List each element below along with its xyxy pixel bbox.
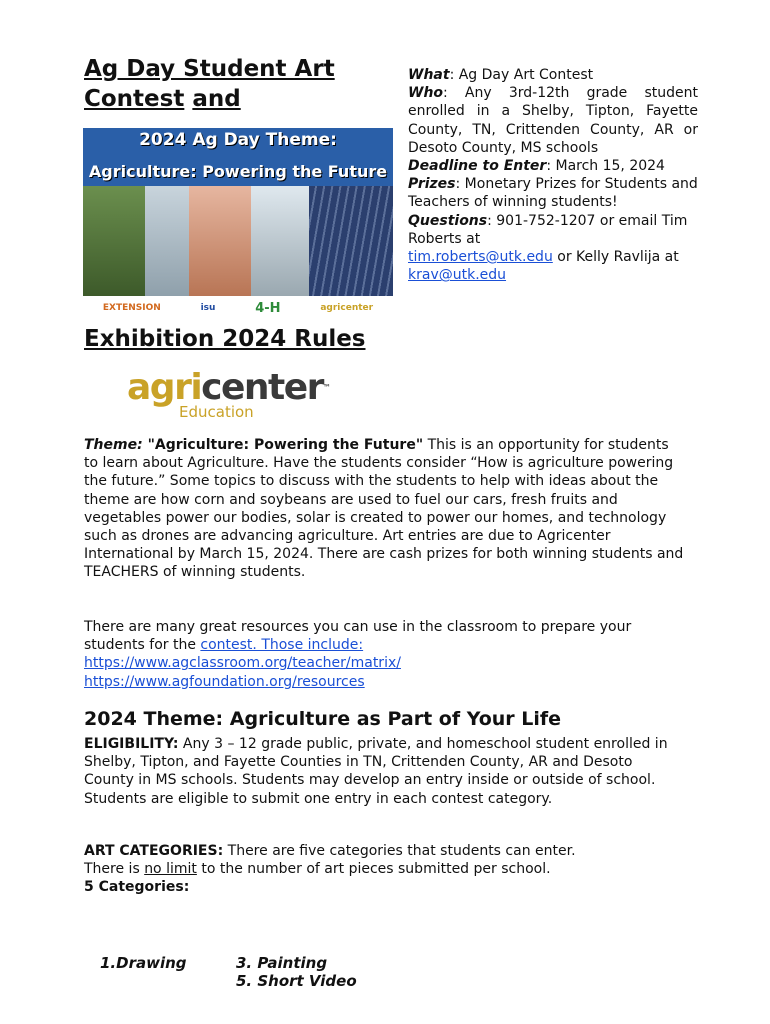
title-line2a: Contest [84,86,185,112]
categories-count: 5 Categories: [84,879,190,896]
theme-label: Theme: [84,437,143,453]
who-label: Who [408,85,444,102]
contest-link[interactable]: contest. Those include: [200,637,364,654]
limit-pre: There is [84,861,145,878]
agclassroom-link[interactable]: https://www.agclassroom.org/teacher/matrix/ [84,655,401,672]
extension-logo: EXTENSION [102,303,161,313]
limit-underlined: no limit [144,861,197,878]
eligibility-text: Any 3 – 12 grade public, private, and homeschool student enrolled in Shelby, Tipton, and Fayette Counties in TN, Crittenden County, AR and Desoto County in MS schools. Students may develop an entry inside or outside of school. Students are eligible to submit one entry in each contest category. [84,736,668,807]
category-painting: 3. Painting [236,954,328,972]
theme-quote: "Agriculture: Powering the Future" [142,437,424,453]
photo-student [145,186,189,296]
logo-education: Education [179,403,254,421]
what-line [408,66,698,84]
eligibility-paragraph [84,735,684,808]
prizes-line [408,175,698,211]
agricenter-education-logo [127,367,337,426]
prizes-label: Prizes [408,176,456,193]
banner-line2: Agriculture: Powering the Future [88,162,388,181]
theme-paragraph [84,436,684,582]
page-subtitle: Exhibition 2024 Rules [84,326,366,352]
deadline-line [408,157,698,175]
questions-line [408,212,698,285]
questions-value: : 901-752-1207 or email Tim Roberts at [408,212,688,247]
limit-post: to the number of art pieces submitted per school. [196,861,551,878]
resources-paragraph [84,618,684,691]
photo-field [83,186,145,296]
photo-girl-apple [189,186,251,296]
or-kelly-text: or Kelly Ravlija at [552,249,679,266]
deadline-value: : March 15, 2024 [546,158,665,175]
logo-agri: agri [127,367,202,408]
theme-banner-image [83,128,393,320]
email-tim-link[interactable]: tim.roberts@utk.edu [408,249,553,266]
eligibility-label: ELIGIBILITY: [84,736,179,752]
prizes-value: : Monetary Prizes for Students and Teachers of winning students! [408,176,698,211]
resources-text: There are many great resources you can use in the classroom to prepare your students for the [84,619,632,654]
theme-text: This is an opportunity for students to learn about Agriculture. Have the students consider “How is agriculture powering the future.” Some topics to discuss with the students to help with ideas about the theme are how corn and soybeans are used to fuel our cars, fresh fruits and vegetables power our bodies, solar is created to power our homes, and technology such as drones are advancing agriculture. Art entries are due to Agricenter International by March 15, 2024. There are cash prizes for both winning students and TEACHERS of winning students. [84,437,684,581]
agfoundation-link[interactable]: https://www.agfoundation.org/resources [84,673,365,690]
categories-text: There are five categories that students can enter. [223,843,576,859]
category-drawing: 1.Drawing [100,954,187,972]
photo-drone-pilot [251,186,309,296]
who-value: : Any 3rd-12th grade student enrolled in a Shelby, Tipton, Fayette County, TN, Crittenden County, AR or Desoto County, MS schools [408,85,698,156]
section-heading: 2024 Theme: Agriculture as Part of Your Life [84,708,562,730]
logo-center: center [201,367,323,408]
category-short-video: 5. Short Video [236,972,357,990]
categories-paragraph [84,842,684,897]
questions-label: Questions [408,212,488,229]
who-line [408,84,698,157]
banner-line1: 2024 Ag Day Theme: [139,130,337,150]
deadline-label: Deadline to Enter [408,158,547,175]
four-h-logo: 4-H [255,300,281,316]
category-list-right [236,954,357,990]
contest-info-box [408,66,698,284]
sponsor-logo-strip [83,296,393,320]
what-label: What [408,67,450,83]
page-title [84,54,384,114]
what-value: : Ag Day Art Contest [449,67,594,83]
title-line2b: and [192,86,241,112]
logo-tm: ™ [322,383,330,392]
photo-solar-panels [309,186,393,296]
isu-logo: isu [200,303,216,313]
agricenter-small-logo: agricenter [320,303,374,313]
categories-label: ART CATEGORIES: [84,843,224,859]
email-kelly-link[interactable]: krav@utk.edu [408,267,507,284]
title-line1: Ag Day Student Art [84,56,335,82]
